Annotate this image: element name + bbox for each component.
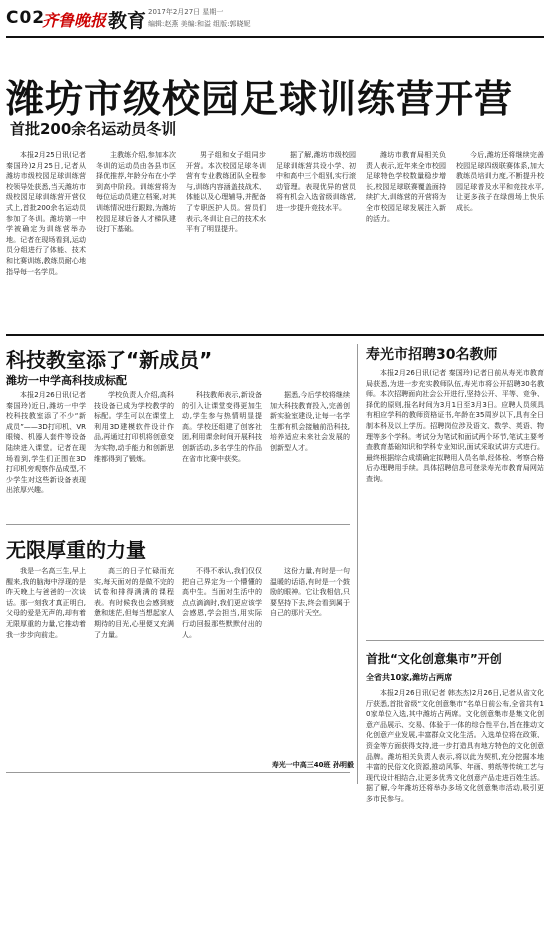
essay-headline: 无限厚重的力量 [6,538,146,562]
recruit-headline: 寿光市招聘30名教师 [366,347,498,363]
tech-column-4: 据悉,今后学校将继续加大科技教育投入,完善创新实验室建设,让每一名学生都有机会接触前沿科技,培养适应未来社会发展的创新型人才。 [270,391,350,452]
paper-logo: 齐鲁晚报 [42,11,107,30]
date-line: 2017年2月27日 星期一 [148,8,224,16]
lead-column-1: 本报2月25日讯(记者 秦国玲)2月25日,记者从潍坊市级校园足球训练营校领导处获悉,当天潍坊市级校园足球训练营开营仪式上,首批200余名运动员参加了冬训。潍坊第一中学被确定为训练营举办地。记者在现场看到,运动员分组进行了体能、技术和比赛训练,教练员耐心地指导每一名学员。 [6,151,86,276]
lead-column-3: 男子组和女子组同步开营。本次校园足球冬训营有专业教练团队全程参与,训练内容涵盖技战术、体能以及心理辅导,并配备了专职医护人员。营员们表示,冬训让自己的技术水平有了明显提升。 [186,151,266,234]
culture-subhead: 全省共10家,潍坊占两席 [366,673,453,682]
essay-bottom-rule [6,772,350,773]
tech-column-3: 科技教师表示,新设备的引入让课堂变得更加生动,学生参与热情明显提高。学校还组建了创客社团,利用课余时间开展科技创新活动,多名学生的作品在省市比赛中获奖。 [182,391,262,463]
lead-column-2: 主教练介绍,参加本次冬训的运动员由各县市区择优推荐,年龄分布在小学到高中阶段。训练营将为每位运动员建立档案,对其训练情况进行跟踪,为潍坊校园足球后备人才梯队建设打下基础。 [96,151,176,234]
masthead [0,0,550,38]
tech-divider [6,524,350,525]
tech-column-1: 本报2月26日讯(记者 秦国玲)近日,潍坊一中学校科技教室添了不少“新成员”——3D打印机、VR眼镜、机器人套件等设备陆续进入课堂。记者在现场看到,学生们正围在3D打印机旁观察作品成型,不少学生对这些新设备表现出浓厚兴趣。 [6,391,86,495]
lead-subhead: 首批200余名运动员冬训 [10,120,177,138]
lead-column-4: 据了解,潍坊市级校园足球训练营共设小学、初中和高中三个组别,实行滚动管理。表现优异的营员将有机会入选省级训练营,进一步提升竞技水平。 [276,151,356,212]
essay-column-3: 不得不承认,我们仅仅把自己界定为一个懵懂的高中生。当面对生活中的点点滴滴时,我们更应该学会感恩,学会担当,用实际行动回报那些默默付出的人。 [182,567,262,639]
editor-line: 编辑:赵燕 美编:和溢 组版:郭晓妮 [148,20,251,28]
recruit-body: 本报2月26日讯(记者 秦国玲)记者日前从寿光市教育局获悉,为进一步充实教师队伍,寿光市将公开招聘30名教师。本次招聘面向社会公开进行,坚持公开、平等、竞争、择优的原则,报名时间为3月1日至3月3日。应聘人员须具有相应学科的教师资格证书,年龄在35周岁以下,具有全日制本科及以上学历。招聘岗位涉及语文、数学、英语、物理等多个学科。考试分为笔试和面试两个环节,笔试主要考查教育基础知识和学科专业知识,面试采取试讲方式进行。最终根据综合成绩确定拟聘用人员名单,经体检、考察合格后办理聘用手续。具体招聘信息可登录寿光市教育局网站查询。 [366,369,544,483]
culture-body: 本报2月26日讯(记者 韩杰杰)2月26日,记者从省文化厅获悉,首批省级“文化创意集市”名单日前公布,全省共有10家单位入选,其中潍坊占两席。文化创意集市是集文化创意产品展示、交易、体验于一体的综合性平台,旨在推动文化创意产业发展,丰富群众文化生活。入选单位将在政策、资金等方面获得支持,进一步打造具有地方特色的文化创意品牌。潍坊相关负责人表示,将以此为契机,充分挖掘本地丰富的民俗文化资源,推动风筝、年画、剪纸等传统工艺与现代设计相结合,让更多优秀文化创意产品走进百姓生活。据了解,今年潍坊还将举办多场文化创意集市活动,吸引更多市民参与。 [366,689,544,803]
recruit-divider [366,640,544,641]
tech-headline: 科技教室添了“新成员” [6,348,213,372]
tech-column-2: 学校负责人介绍,高科技设备已成为学校教学的标配。学生可以在课堂上利用3D建模软件设计作品,再通过打印机将创意变为实物,动手能力和创新思维都得到了锻炼。 [94,391,174,463]
culture-headline: 首批“文化创意集市”开创 [366,652,502,666]
essay-column-1: 我是一名高三生,早上醒来,我的脑海中浮现的是昨天晚上与爸爸的一次谈话。那一刻我才真正明白,父母的爱是无声的,却有着无限厚重的力量,它推动着我一步步向前走。 [6,567,86,639]
lead-headline: 潍坊市级校园足球训练营开营 [6,77,514,121]
essay-column-2: 高三的日子忙碌而充实,每天面对的是做不完的试卷和排得满满的课程表。有时候我也会感到疲惫和迷茫,但每当想起家人期待的目光,心里便又充满了力量。 [94,567,174,639]
masthead-rule [6,36,544,38]
lead-column-6: 今后,潍坊还将继续完善校园足球四级联赛体系,加大教练员培训力度,不断提升校园足球普及水平和竞技水平,让更多孩子在绿茵场上快乐成长。 [456,151,544,212]
lead-column-5: 潍坊市教育局相关负责人表示,近年来全市校园足球特色学校数量稳步增长,校园足球联赛覆盖面持续扩大,训练营的开营将为全市校园足球发展注入新的活力。 [366,151,446,223]
column-separator [357,344,358,784]
tech-subhead: 潍坊一中学高科技成标配 [6,374,127,387]
section-name: 教育 [108,10,147,32]
section-divider [6,334,544,336]
essay-author: 寿光一中高三40班 孙明毅 [271,761,354,769]
page-number: C02 [6,8,46,28]
essay-column-4: 这份力量,有时是一句温暖的话语,有时是一个鼓励的眼神。它让我相信,只要坚持下去,终会看到属于自己的那片天空。 [270,567,350,618]
